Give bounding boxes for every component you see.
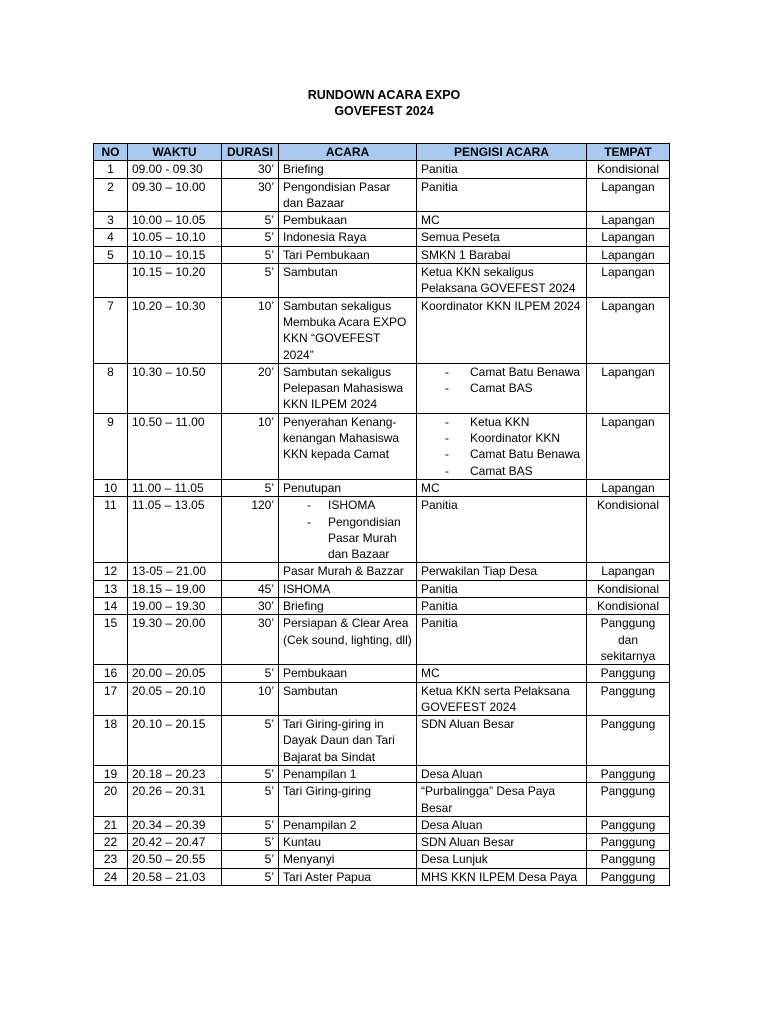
cell-waktu: 10.50 – 11.00 — [128, 413, 222, 479]
cell-tempat: Panggung — [587, 716, 670, 766]
cell-acara: Penampilan 2 — [279, 816, 417, 833]
table-row — [94, 161, 670, 178]
cell-no: 23 — [94, 851, 128, 868]
cell-pengisi-acara: SDN Aluan Besar — [417, 716, 587, 766]
cell-durasi: 30’ — [222, 615, 279, 665]
cell-waktu: 20.34 – 20.39 — [128, 816, 222, 833]
cell-waktu: 20.42 – 20.47 — [128, 834, 222, 851]
title-line-1: RUNDOWN ACARA EXPO — [307, 88, 461, 102]
table-row — [94, 212, 670, 229]
cell-acara: Sambutan sekaligus Membuka Acara EXPO KKN “GOVEFEST 2024” — [279, 297, 417, 363]
cell-waktu: 13-05 – 21.00 — [128, 563, 222, 580]
cell-waktu: 09.00 - 09.30 — [128, 161, 222, 178]
cell-waktu: 18.15 – 19.00 — [128, 580, 222, 597]
cell-no: 13 — [94, 580, 128, 597]
table-row — [94, 598, 670, 615]
table-row — [94, 765, 670, 782]
cell-pengisi-acara: “Purbalingga” Desa Paya Besar — [417, 783, 587, 817]
list-item: - Camat Batu Benawa — [421, 364, 582, 380]
cell-pengisi-acara: Panitia — [417, 580, 587, 597]
table-row — [94, 297, 670, 363]
cell-pengisi-acara: MC — [417, 665, 587, 682]
table-row — [94, 665, 670, 682]
cell-tempat: Panggung — [587, 682, 670, 716]
cell-pengisi-acara: Ketua KKN serta Pelaksana GOVEFEST 2024 — [417, 682, 587, 716]
cell-no: 18 — [94, 716, 128, 766]
cell-durasi: 10’ — [222, 297, 279, 363]
cell-waktu: 09.30 – 10.00 — [128, 178, 222, 212]
table-row — [94, 716, 670, 766]
cell-pengisi-acara: Panitia — [417, 161, 587, 178]
cell-waktu: 10.05 – 10.10 — [128, 229, 222, 246]
dash-list — [421, 364, 582, 397]
cell-waktu: 20.00 – 20.05 — [128, 665, 222, 682]
cell-pengisi-acara: Desa Aluan — [417, 816, 587, 833]
table-row — [94, 615, 670, 665]
table-row — [94, 479, 670, 496]
cell-acara: Pembukaan — [279, 212, 417, 229]
dash-list — [421, 414, 582, 479]
cell-durasi: 5’ — [222, 783, 279, 817]
table-row — [94, 264, 670, 298]
cell-no: 2 — [94, 178, 128, 212]
cell-no: 20 — [94, 783, 128, 817]
header-acara: ACARA — [279, 144, 417, 161]
rundown-table — [93, 143, 670, 886]
cell-tempat: Kondisional — [587, 580, 670, 597]
list-item: - Pengondisian Pasar Murah dan Bazaar — [283, 514, 412, 563]
cell-durasi: 30’ — [222, 161, 279, 178]
header-pengisi-acara: PENGISI ACARA — [417, 144, 587, 161]
cell-no: 7 — [94, 297, 128, 363]
cell-acara: Penutupan — [279, 479, 417, 496]
cell-durasi: 10’ — [222, 413, 279, 479]
list-item: - Koordinator KKN — [421, 430, 582, 446]
cell-durasi: 5’ — [222, 851, 279, 868]
cell-waktu: 10.10 – 10.15 — [128, 246, 222, 263]
cell-tempat: Lapangan — [587, 563, 670, 580]
cell-acara: ISHOMA — [279, 580, 417, 597]
dash-list — [283, 497, 412, 562]
cell-pengisi-acara: Ketua KKN sekaligus Pelaksana GOVEFEST 2024 — [417, 264, 587, 298]
cell-acara: Tari Aster Papua — [279, 868, 417, 885]
cell-pengisi-acara: Desa Lunjuk — [417, 851, 587, 868]
cell-tempat: Lapangan — [587, 246, 670, 263]
cell-durasi: 5’ — [222, 665, 279, 682]
cell-acara: Kuntau — [279, 834, 417, 851]
cell-pengisi-acara: MC — [417, 479, 587, 496]
cell-tempat: Panggung — [587, 834, 670, 851]
cell-acara: Pengondisian Pasar dan Bazaar — [279, 178, 417, 212]
cell-pengisi-acara: Koordinator KKN ILPEM 2024 — [417, 297, 587, 363]
cell-pengisi-acara — [417, 413, 587, 479]
cell-durasi: 120’ — [222, 497, 279, 563]
cell-acara: Tari Giring-giring in Dayak Daun dan Tari Bajarat ba Sindat — [279, 716, 417, 766]
cell-pengisi-acara: Panitia — [417, 178, 587, 212]
cell-acara: Sambutan — [279, 682, 417, 716]
list-item: - Camat Batu Benawa — [421, 446, 582, 462]
cell-durasi: 10’ — [222, 682, 279, 716]
cell-tempat: Panggung — [587, 665, 670, 682]
cell-no: 14 — [94, 598, 128, 615]
table-header-row — [94, 144, 670, 161]
cell-waktu: 20.05 – 20.10 — [128, 682, 222, 716]
cell-no: 1 — [94, 161, 128, 178]
title-line-2: GOVEFEST 2024 — [334, 103, 434, 118]
header-durasi: DURASI — [222, 144, 279, 161]
cell-no: 8 — [94, 363, 128, 413]
cell-tempat: Lapangan — [587, 264, 670, 298]
cell-pengisi-acara — [417, 363, 587, 413]
cell-durasi: 5’ — [222, 716, 279, 766]
cell-no: 21 — [94, 816, 128, 833]
table-row — [94, 834, 670, 851]
cell-no: 5 — [94, 246, 128, 263]
cell-tempat: Kondisional — [587, 161, 670, 178]
cell-durasi: 20’ — [222, 363, 279, 413]
cell-waktu: 20.50 – 20.55 — [128, 851, 222, 868]
cell-acara: Pembukaan — [279, 665, 417, 682]
cell-acara: Menyanyi — [279, 851, 417, 868]
table-row — [94, 229, 670, 246]
cell-waktu: 11.00 – 11.05 — [128, 479, 222, 496]
header-waktu: WAKTU — [128, 144, 222, 161]
cell-acara: Briefing — [279, 598, 417, 615]
cell-acara — [279, 497, 417, 563]
cell-durasi — [222, 563, 279, 580]
cell-pengisi-acara: Semua Peseta — [417, 229, 587, 246]
cell-tempat: Lapangan — [587, 363, 670, 413]
cell-tempat: Lapangan — [587, 297, 670, 363]
table-row — [94, 246, 670, 263]
cell-acara: Penampilan 1 — [279, 765, 417, 782]
header-no: NO — [94, 144, 128, 161]
cell-pengisi-acara: MHS KKN ILPEM Desa Paya — [417, 868, 587, 885]
table-row — [94, 851, 670, 868]
cell-durasi: 5’ — [222, 816, 279, 833]
cell-durasi: 30’ — [222, 178, 279, 212]
cell-no: 19 — [94, 765, 128, 782]
table-row — [94, 783, 670, 817]
cell-acara: Indonesia Raya — [279, 229, 417, 246]
table-row — [94, 497, 670, 563]
table-row — [94, 413, 670, 479]
table-body — [94, 161, 670, 886]
table-row — [94, 682, 670, 716]
cell-acara: Tari Giring-giring — [279, 783, 417, 817]
cell-durasi: 5’ — [222, 868, 279, 885]
cell-durasi: 5’ — [222, 479, 279, 496]
cell-durasi: 5’ — [222, 212, 279, 229]
table-row — [94, 178, 670, 212]
cell-tempat: Kondisional — [587, 598, 670, 615]
cell-tempat: Kondisional — [587, 497, 670, 563]
cell-durasi: 5’ — [222, 229, 279, 246]
cell-waktu: 20.10 – 20.15 — [128, 716, 222, 766]
table-row — [94, 816, 670, 833]
cell-durasi: 5’ — [222, 264, 279, 298]
cell-tempat: Panggung — [587, 868, 670, 885]
cell-tempat: Panggung — [587, 765, 670, 782]
cell-tempat: Panggung — [587, 816, 670, 833]
cell-pengisi-acara: MC — [417, 212, 587, 229]
cell-durasi: 45’ — [222, 580, 279, 597]
cell-tempat: Lapangan — [587, 413, 670, 479]
cell-no: 9 — [94, 413, 128, 479]
cell-tempat: Panggung — [587, 851, 670, 868]
cell-tempat: Panggung — [587, 783, 670, 817]
cell-no: 16 — [94, 665, 128, 682]
cell-no: 3 — [94, 212, 128, 229]
cell-durasi: 5’ — [222, 765, 279, 782]
cell-tempat: Lapangan — [587, 178, 670, 212]
cell-tempat: Panggung dan sekitarnya — [587, 615, 670, 665]
cell-tempat: Lapangan — [587, 212, 670, 229]
cell-acara: Persiapan & Clear Area (Cek sound, lighting, dll) — [279, 615, 417, 665]
cell-waktu: 20.58 – 21.03 — [128, 868, 222, 885]
cell-no: 10 — [94, 479, 128, 496]
cell-pengisi-acara: SDN Aluan Besar — [417, 834, 587, 851]
cell-no: 24 — [94, 868, 128, 885]
header-tempat: TEMPAT — [587, 144, 670, 161]
cell-waktu: 10.30 – 10.50 — [128, 363, 222, 413]
cell-durasi: 5’ — [222, 246, 279, 263]
document-title — [0, 88, 768, 119]
cell-tempat: Lapangan — [587, 479, 670, 496]
cell-waktu: 20.18 – 20.23 — [128, 765, 222, 782]
table-row — [94, 563, 670, 580]
table-row — [94, 868, 670, 885]
list-item: - ISHOMA — [283, 497, 412, 513]
cell-no: 17 — [94, 682, 128, 716]
list-item: - Ketua KKN — [421, 414, 582, 430]
cell-acara: Briefing — [279, 161, 417, 178]
cell-no: 12 — [94, 563, 128, 580]
cell-waktu: 11.05 – 13.05 — [128, 497, 222, 563]
cell-durasi: 5’ — [222, 834, 279, 851]
cell-durasi: 30’ — [222, 598, 279, 615]
cell-waktu: 19.00 – 19.30 — [128, 598, 222, 615]
cell-pengisi-acara: Panitia — [417, 615, 587, 665]
cell-acara: Pasar Murah & Bazzar — [279, 563, 417, 580]
cell-waktu: 10.20 – 10.30 — [128, 297, 222, 363]
cell-waktu: 10.15 – 10.20 — [128, 264, 222, 298]
cell-pengisi-acara: Perwakilan Tiap Desa — [417, 563, 587, 580]
cell-no: 15 — [94, 615, 128, 665]
cell-waktu: 10.00 – 10.05 — [128, 212, 222, 229]
cell-acara: Sambutan sekaligus Pelepasan Mahasiswa KKN ILPEM 2024 — [279, 363, 417, 413]
cell-pengisi-acara: Desa Aluan — [417, 765, 587, 782]
cell-pengisi-acara: Panitia — [417, 497, 587, 563]
table-row — [94, 363, 670, 413]
cell-no: 22 — [94, 834, 128, 851]
cell-pengisi-acara: Panitia — [417, 598, 587, 615]
cell-waktu: 20.26 – 20.31 — [128, 783, 222, 817]
cell-acara: Penyerahan Kenang-kenangan Mahasiswa KKN kepada Camat — [279, 413, 417, 479]
cell-no: 11 — [94, 497, 128, 563]
cell-no: 4 — [94, 229, 128, 246]
cell-no — [94, 264, 128, 298]
cell-tempat: Lapangan — [587, 229, 670, 246]
cell-waktu: 19.30 – 20.00 — [128, 615, 222, 665]
table-row — [94, 580, 670, 597]
list-item: - Camat BAS — [421, 380, 582, 396]
cell-pengisi-acara: SMKN 1 Barabai — [417, 246, 587, 263]
list-item: - Camat BAS — [421, 463, 582, 479]
cell-acara: Tari Pembukaan — [279, 246, 417, 263]
cell-acara: Sambutan — [279, 264, 417, 298]
